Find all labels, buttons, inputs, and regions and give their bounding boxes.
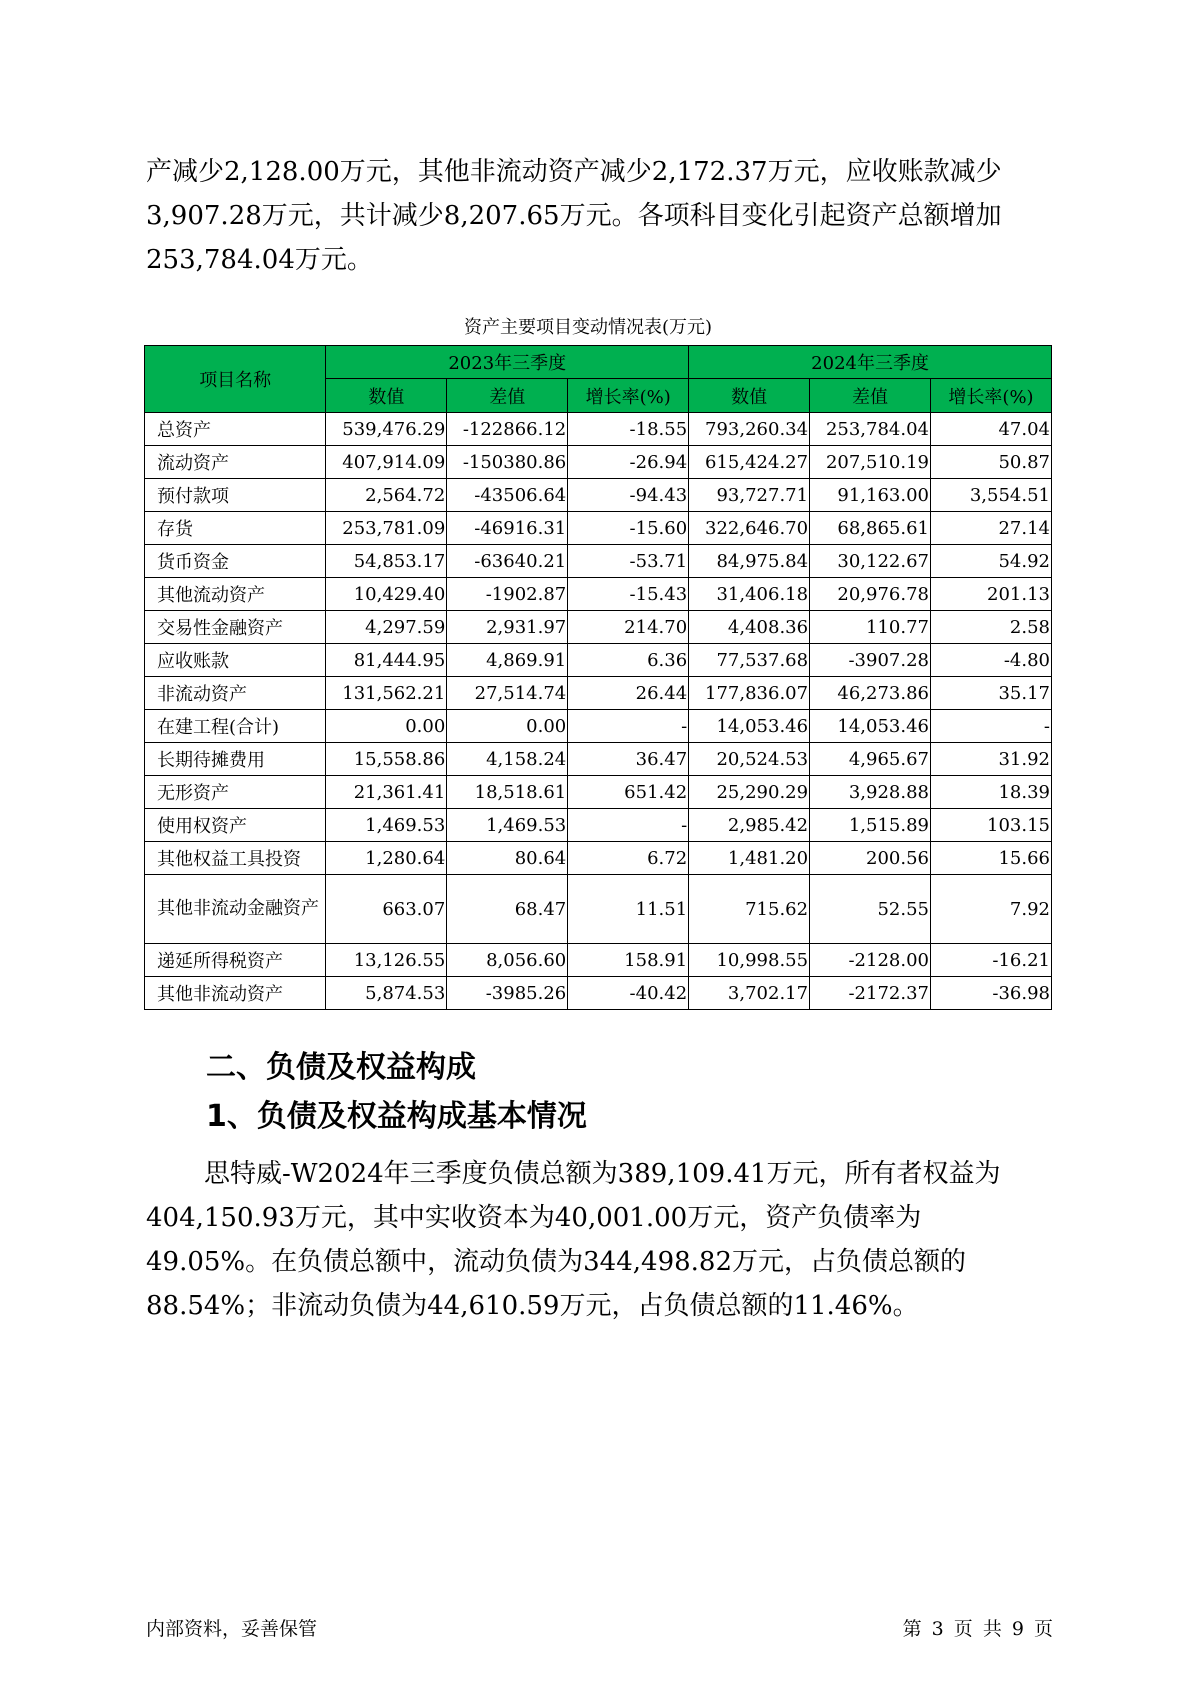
cell-value-2024: 25,290.29 [689,776,810,809]
cell-diff-2023: -3985.26 [447,977,568,1010]
cell-item-name: 递延所得税资产 [145,944,326,977]
cell-diff-2023: 18,518.61 [447,776,568,809]
cell-diff-2024: -2172.37 [810,977,931,1010]
cell-diff-2024: 46,273.86 [810,677,931,710]
cell-growth-2024: 103.15 [931,809,1052,842]
cell-value-2023: 1,280.64 [326,842,447,875]
cell-growth-2024: 47.04 [931,413,1052,446]
cell-value-2024: 93,727.71 [689,479,810,512]
cell-diff-2023: 27,514.74 [447,677,568,710]
cell-diff-2023: -122866.12 [447,413,568,446]
cell-growth-2024: 27.14 [931,512,1052,545]
cell-value-2023: 663.07 [326,875,447,944]
cell-diff-2024: 52.55 [810,875,931,944]
cell-diff-2024: -2128.00 [810,944,931,977]
cell-item-name: 货币资金 [145,545,326,578]
cell-growth-2024: 50.87 [931,446,1052,479]
cell-value-2023: 81,444.95 [326,644,447,677]
cell-diff-2023: 4,158.24 [447,743,568,776]
cell-diff-2024: 1,515.89 [810,809,931,842]
table-row [145,413,1052,446]
header-value-2024: 数值 [689,379,810,413]
cell-value-2024: 177,836.07 [689,677,810,710]
cell-growth-2023: 36.47 [568,743,689,776]
cell-diff-2024: 253,784.04 [810,413,931,446]
cell-growth-2023: -15.43 [568,578,689,611]
cell-diff-2024: 4,965.67 [810,743,931,776]
cell-diff-2024: 20,976.78 [810,578,931,611]
cell-diff-2024: 91,163.00 [810,479,931,512]
cell-diff-2023: -150380.86 [447,446,568,479]
cell-growth-2024: 31.92 [931,743,1052,776]
cell-diff-2024: -3907.28 [810,644,931,677]
table-row [145,479,1052,512]
cell-value-2024: 10,998.55 [689,944,810,977]
cell-item-name: 其他非流动金融资产 [145,875,326,944]
table-row [145,875,1052,944]
header-growth-2024: 增长率(%) [931,379,1052,413]
table-row [145,977,1052,1010]
cell-growth-2024: 7.92 [931,875,1052,944]
cell-growth-2023: -94.43 [568,479,689,512]
cell-growth-2023: 6.36 [568,644,689,677]
cell-diff-2024: 14,053.46 [810,710,931,743]
cell-value-2023: 539,476.29 [326,413,447,446]
cell-diff-2024: 3,928.88 [810,776,931,809]
cell-growth-2023: - [568,710,689,743]
cell-growth-2023: 158.91 [568,944,689,977]
header-diff-2024: 差值 [810,379,931,413]
cell-diff-2023: -1902.87 [447,578,568,611]
cell-item-name: 其他非流动资产 [145,977,326,1010]
cell-diff-2023: 1,469.53 [447,809,568,842]
cell-item-name: 总资产 [145,413,326,446]
cell-value-2023: 13,126.55 [326,944,447,977]
table-row [145,743,1052,776]
cell-diff-2023: 80.64 [447,842,568,875]
cell-growth-2023: 26.44 [568,677,689,710]
cell-growth-2024: - [931,710,1052,743]
cell-diff-2023: -63640.21 [447,545,568,578]
cell-item-name: 交易性金融资产 [145,611,326,644]
table-row [145,512,1052,545]
cell-diff-2023: -46916.31 [447,512,568,545]
cell-value-2023: 407,914.09 [326,446,447,479]
table-row [145,944,1052,977]
cell-value-2023: 253,781.09 [326,512,447,545]
cell-value-2023: 2,564.72 [326,479,447,512]
cell-item-name: 非流动资产 [145,677,326,710]
cell-item-name: 在建工程(合计) [145,710,326,743]
table-row [145,545,1052,578]
cell-value-2023: 131,562.21 [326,677,447,710]
cell-growth-2024: 2.58 [931,611,1052,644]
cell-item-name: 存货 [145,512,326,545]
cell-value-2023: 0.00 [326,710,447,743]
header-item-name: 项目名称 [145,346,326,413]
cell-diff-2024: 68,865.61 [810,512,931,545]
cell-growth-2024: 201.13 [931,578,1052,611]
table-row [145,842,1052,875]
cell-diff-2023: 0.00 [447,710,568,743]
cell-value-2023: 10,429.40 [326,578,447,611]
cell-growth-2024: 18.39 [931,776,1052,809]
cell-growth-2023: 651.42 [568,776,689,809]
cell-item-name: 无形资产 [145,776,326,809]
table-row [145,644,1052,677]
cell-value-2024: 615,424.27 [689,446,810,479]
cell-growth-2024: 35.17 [931,677,1052,710]
cell-value-2024: 84,975.84 [689,545,810,578]
section-heading: 二、负债及权益构成 [206,1050,476,1085]
cell-growth-2023: - [568,809,689,842]
cell-diff-2023: 2,931.97 [447,611,568,644]
cell-growth-2023: 6.72 [568,842,689,875]
cell-item-name: 其他权益工具投资 [145,842,326,875]
header-value-2023: 数值 [326,379,447,413]
cell-growth-2024: 15.66 [931,842,1052,875]
cell-value-2024: 2,985.42 [689,809,810,842]
cell-growth-2023: 11.51 [568,875,689,944]
cell-value-2023: 1,469.53 [326,809,447,842]
cell-growth-2024: 54.92 [931,545,1052,578]
cell-diff-2024: 200.56 [810,842,931,875]
intro-paragraph: 产减少2,128.00万元，其他非流动资产减少2,172.37万元，应收账款减少3,907.28万元，共计减少8,207.65万元。各项科目变化引起资产总额增加253,784.04万元。 [146,157,1002,275]
cell-value-2023: 4,297.59 [326,611,447,644]
cell-value-2024: 3,702.17 [689,977,810,1010]
cell-growth-2023: -18.55 [568,413,689,446]
cell-growth-2023: -26.94 [568,446,689,479]
cell-item-name: 其他流动资产 [145,578,326,611]
table-row [145,611,1052,644]
footer-confidential-note: 内部资料，妥善保管 [146,1618,318,1640]
cell-diff-2024: 207,510.19 [810,446,931,479]
cell-value-2023: 54,853.17 [326,545,447,578]
header-period-2023: 2023年三季度 [326,346,689,379]
cell-value-2024: 31,406.18 [689,578,810,611]
cell-value-2024: 4,408.36 [689,611,810,644]
cell-diff-2024: 30,122.67 [810,545,931,578]
cell-value-2023: 21,361.41 [326,776,447,809]
cell-value-2024: 1,481.20 [689,842,810,875]
cell-diff-2023: -43506.64 [447,479,568,512]
cell-item-name: 使用权资产 [145,809,326,842]
table-row [145,578,1052,611]
cell-growth-2023: -53.71 [568,545,689,578]
table-row [145,809,1052,842]
cell-value-2024: 77,537.68 [689,644,810,677]
cell-item-name: 应收账款 [145,644,326,677]
cell-growth-2024: -36.98 [931,977,1052,1010]
cell-value-2024: 793,260.34 [689,413,810,446]
table-row [145,776,1052,809]
subsection-heading: 1、负债及权益构成基本情况 [206,1099,587,1134]
cell-value-2024: 322,646.70 [689,512,810,545]
cell-item-name: 长期待摊费用 [145,743,326,776]
cell-growth-2023: -15.60 [568,512,689,545]
cell-item-name: 预付款项 [145,479,326,512]
table-caption: 资产主要项目变动情况表(万元) [463,317,713,338]
footer-page-number: 第 3 页 共 9 页 [902,1618,1053,1640]
body-paragraph: 思特威-W2024年三季度负债总额为389,109.41万元，所有者权益为404,150.93万元，其中实收资本为40,001.00万元，资产负债率为49.05%。在负债总额中，流动负债为344,498.82万元，占负债总额的88.54%；非流动负债为44,610.59万元，占负债总额的11.46%。 [146,1159,1001,1321]
cell-value-2024: 20,524.53 [689,743,810,776]
asset-change-table [144,345,1052,1010]
cell-diff-2024: 110.77 [810,611,931,644]
cell-growth-2024: -16.21 [931,944,1052,977]
cell-value-2023: 5,874.53 [326,977,447,1010]
header-diff-2023: 差值 [447,379,568,413]
cell-growth-2023: -40.42 [568,977,689,1010]
cell-diff-2023: 8,056.60 [447,944,568,977]
cell-value-2024: 715.62 [689,875,810,944]
table-row [145,710,1052,743]
cell-value-2023: 15,558.86 [326,743,447,776]
header-period-2024: 2024年三季度 [689,346,1052,379]
cell-growth-2023: 214.70 [568,611,689,644]
cell-item-name: 流动资产 [145,446,326,479]
cell-diff-2023: 68.47 [447,875,568,944]
table-row [145,446,1052,479]
table-row [145,677,1052,710]
table-body [145,413,1052,1010]
cell-growth-2024: -4.80 [931,644,1052,677]
cell-diff-2023: 4,869.91 [447,644,568,677]
cell-growth-2024: 3,554.51 [931,479,1052,512]
header-growth-2023: 增长率(%) [568,379,689,413]
cell-value-2024: 14,053.46 [689,710,810,743]
